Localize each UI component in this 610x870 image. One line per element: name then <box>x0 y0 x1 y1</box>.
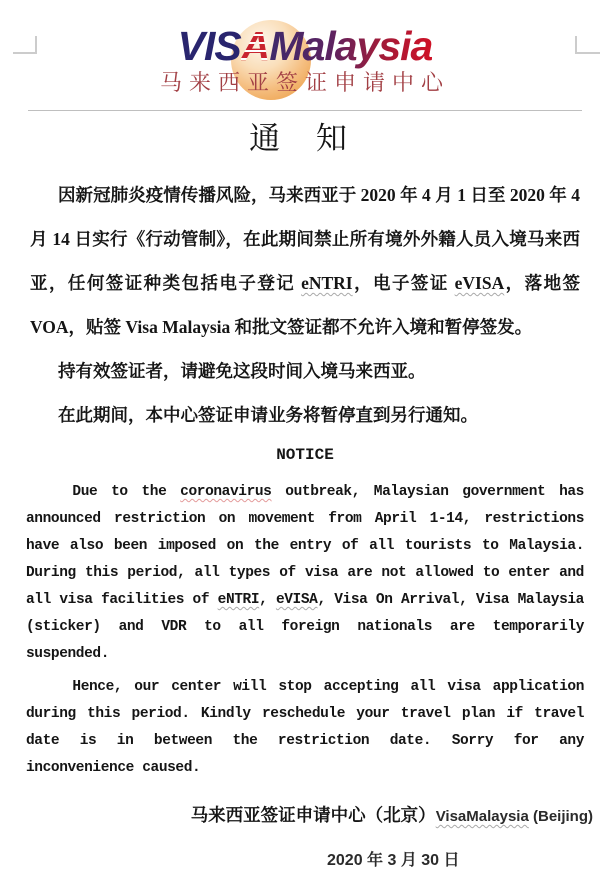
text-run: 因新冠肺炎疫情传播风险，马来西亚于 2020 年 4 月 1 日至 2020 年 4 月 14 日实行《行动管制》，在此期间禁止所有境外外籍人员入境马来西亚，任何签证种类包括电子登记 <box>30 185 580 293</box>
signature-line <box>30 802 593 827</box>
chinese-paragraph-1 <box>30 173 580 349</box>
signature-chinese: 马来西亚签证申请中心（北京） <box>190 805 436 825</box>
logo <box>0 0 610 96</box>
english-paragraph-2: Hence, our center will stop accepting all visa application during this period. Kindly reschedule your travel plan if travel date is in between the restriction date. Sorry for any inconvenience caused. <box>26 679 584 776</box>
header-divider <box>28 110 582 111</box>
chinese-paragraph-3: 在此期间，本中心签证申请业务将暂停直到另行通知。 <box>58 405 478 425</box>
entri-term: eNTRI <box>217 592 260 608</box>
text-run: , Visa On Arrival, Visa Malaysia (sticker) and VDR to all foreign nationals are temporarily suspended. <box>26 592 584 662</box>
text-run: ，电子签证 <box>352 273 455 293</box>
notice-heading: NOTICE <box>276 446 334 464</box>
document-date: 2020 年 3 月 30 日 <box>327 852 460 869</box>
evisa-term: eVISA <box>275 592 318 608</box>
brand-malaysia: Malaysia <box>269 23 433 69</box>
text-run: outbreak, Malaysian government has announced restriction on movement from April 1-14, restrictions have also been imposed on the entry of all tourists to Malaysia. During this period, all types of visa are not allowed to enter and all visa facilities of <box>26 484 584 608</box>
chinese-paragraph-2: 持有效签证者，请避免这段时间入境马来西亚。 <box>58 361 426 381</box>
signature-beijing: (Beijing) <box>528 808 593 825</box>
entri-term: eNTRI <box>301 273 353 293</box>
evisa-term: eVISA <box>454 273 505 293</box>
brand-vis: VIS <box>177 23 241 69</box>
logo-tagline: 马来西亚签证申请中心 <box>159 70 450 95</box>
brand-a-striped: A <box>240 23 270 69</box>
coronavirus-term: coronavirus <box>180 484 272 500</box>
text-run: , <box>259 592 276 608</box>
brand-wordmark <box>0 24 610 68</box>
text-run: Due to the <box>72 484 181 500</box>
english-paragraph-1 <box>26 479 584 668</box>
page-title: 通 知 <box>249 121 361 156</box>
text-run: ，落地签 VOA，贴签 Visa Malaysia 和批文签证都不允许入境和暂停签发。 <box>30 273 581 337</box>
signature-brand: VisaMalaysia <box>435 808 529 825</box>
